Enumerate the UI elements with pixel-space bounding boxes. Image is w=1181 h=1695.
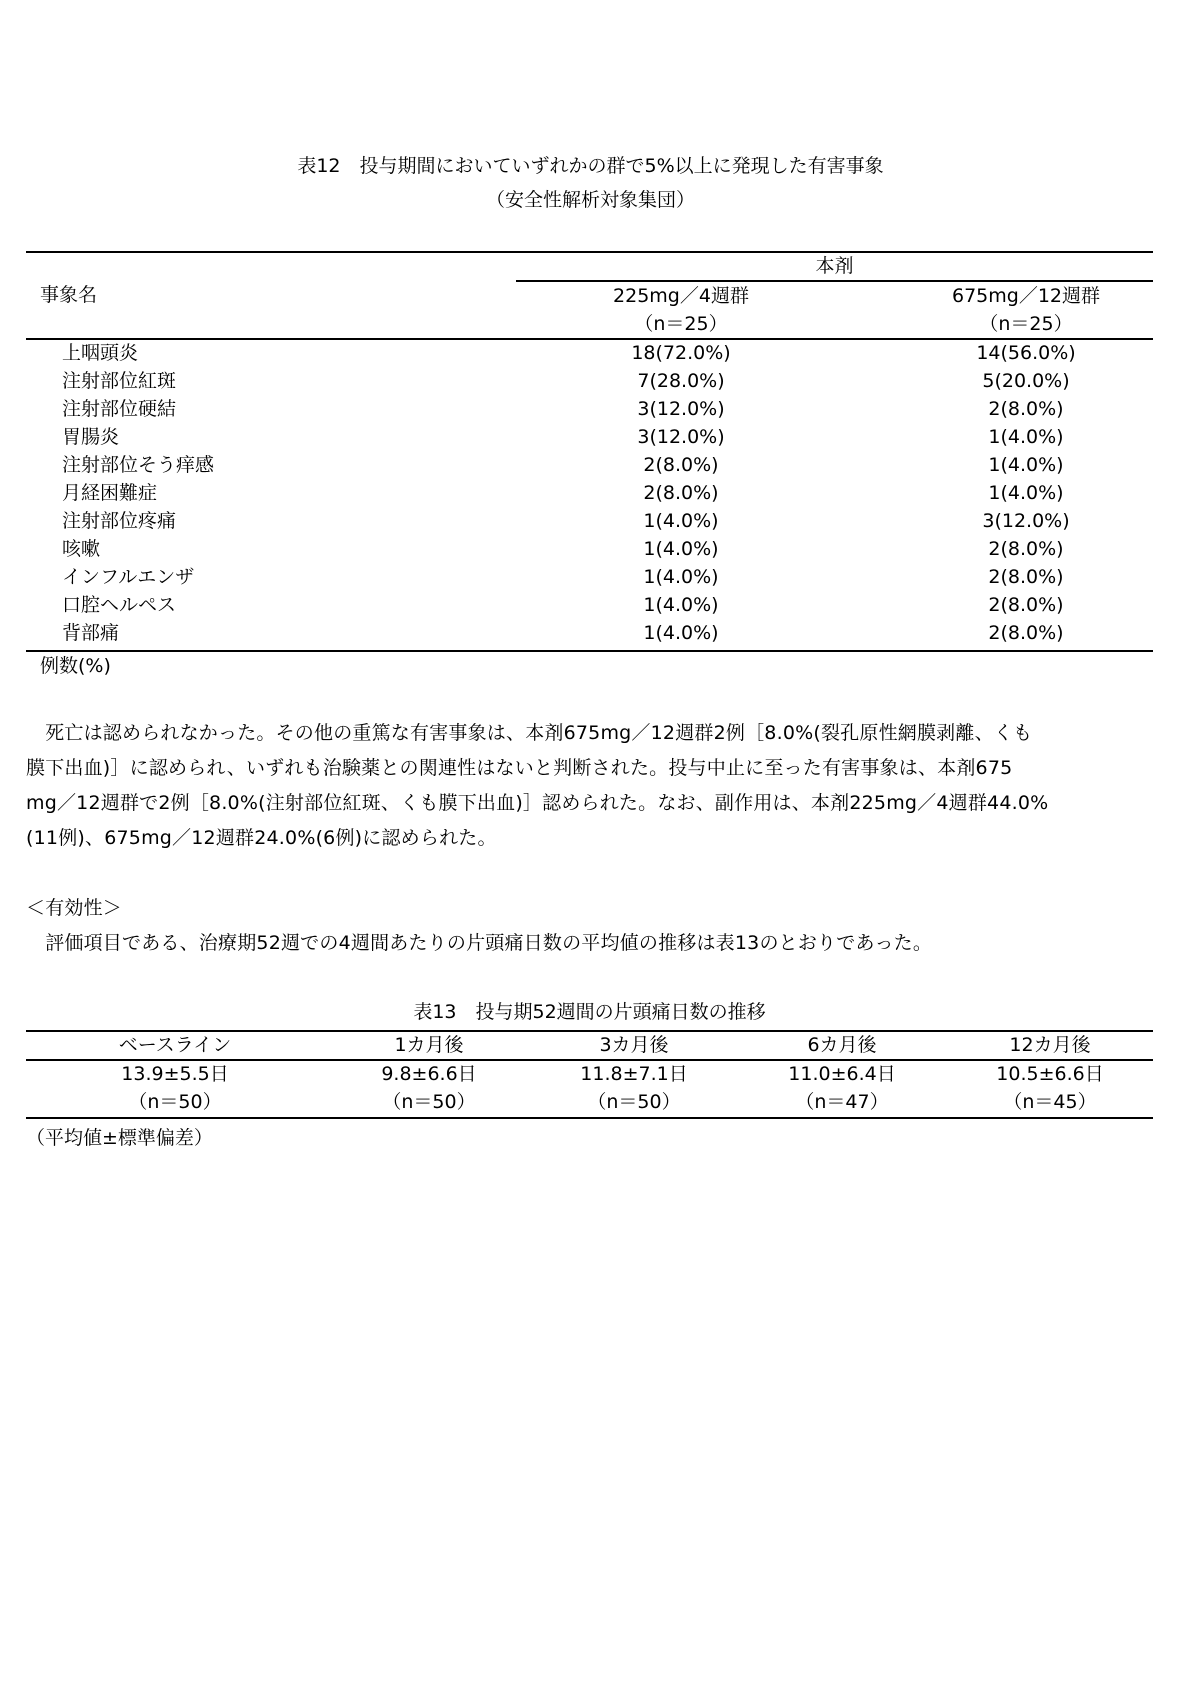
count-225mg: 18(72.0%): [631, 342, 731, 364]
paragraph-line: 膜下出血)］に認められ、いずれも治験薬との関連性はないと判断された。投与中止に至った有害事象は、本剤675: [26, 757, 1013, 779]
table-row: [26, 367, 1153, 395]
table13-header-1m: 1カ月後: [394, 1034, 464, 1056]
table-row: [26, 619, 1153, 647]
event-name: 咳嗽: [62, 538, 101, 560]
event-name: 上咽頭炎: [62, 342, 139, 364]
table12-group-header: 本剤: [815, 255, 854, 277]
count-225mg: 2(8.0%): [643, 454, 719, 476]
table12-col2-header: 675mg／12週群: [951, 285, 1100, 307]
table12-event-name-header: 事象名: [40, 284, 98, 306]
table12-footnote: 例数(%): [40, 655, 111, 677]
efficacy-heading: ＜有効性＞: [26, 897, 123, 919]
count-675mg: 1(4.0%): [988, 482, 1064, 504]
count-225mg: 2(8.0%): [643, 482, 719, 504]
event-name: 月経困難症: [62, 482, 158, 504]
table12-col1-header: 225mg／4週群: [613, 285, 749, 307]
table-row: [26, 507, 1153, 535]
count-225mg: 1(4.0%): [643, 538, 719, 560]
count-225mg: 1(4.0%): [643, 594, 719, 616]
table13-n-12m: （n＝45）: [1003, 1091, 1097, 1113]
table-row: [26, 451, 1153, 479]
table13-value-6m: 11.0±6.4日: [788, 1063, 896, 1085]
event-name: 注射部位硬結: [62, 398, 177, 420]
table12-col1-n: （n＝25）: [634, 313, 728, 335]
paragraph-line: 死亡は認められなかった。その他の重篤な有害事象は、本剤675mg／12週群2例［8.0%(裂孔原性網膜剥離、くも: [26, 722, 1033, 744]
count-675mg: 14(56.0%): [976, 342, 1076, 364]
count-225mg: 3(12.0%): [637, 426, 725, 448]
table13-n-baseline: （n＝50）: [128, 1091, 222, 1113]
table-row: [26, 423, 1153, 451]
table12-subcaption: （安全性解析対象集団）: [485, 189, 695, 211]
count-675mg: 2(8.0%): [988, 566, 1064, 588]
paragraph-line: (11例)、675mg／12週群24.0%(6例)に認められた。: [26, 827, 497, 849]
count-225mg: 1(4.0%): [643, 566, 719, 588]
count-675mg: 1(4.0%): [988, 454, 1064, 476]
event-name: インフルエンザ: [62, 566, 195, 588]
count-675mg: 3(12.0%): [982, 510, 1070, 532]
count-225mg: 3(12.0%): [637, 398, 725, 420]
table13-footnote: （平均値±標準偏差）: [26, 1127, 213, 1149]
table13-n-6m: （n＝47）: [795, 1091, 889, 1113]
table-row: [26, 591, 1153, 619]
event-name: 背部痛: [62, 622, 120, 644]
table13-value-12m: 10.5±6.6日: [996, 1063, 1104, 1085]
table13-n-3m: （n＝50）: [587, 1091, 681, 1113]
paragraph-line: mg／12週群で2例［8.0%(注射部位紅斑、くも膜下出血)］認められた。なお、副作用は、本剤225mg／4週群44.0%: [26, 792, 1049, 814]
table-row: [26, 395, 1153, 423]
table12-col2-n: （n＝25）: [979, 313, 1073, 335]
table12-caption: 表12 投与期間においていずれかの群で5%以上に発現した有害事象: [297, 155, 884, 177]
event-name: 胃腸炎: [62, 426, 120, 448]
table13-value-1m: 9.8±6.6日: [381, 1063, 477, 1085]
count-675mg: 2(8.0%): [988, 398, 1064, 420]
table-row: [26, 563, 1153, 591]
event-name: 注射部位疼痛: [62, 510, 177, 532]
table13-header-12m: 12カ月後: [1009, 1034, 1091, 1056]
count-675mg: 5(20.0%): [982, 370, 1070, 392]
table13-caption: 表13 投与期52週間の片頭痛日数の推移: [413, 1001, 766, 1023]
table-row: [26, 479, 1153, 507]
event-name: 注射部位そう痒感: [62, 454, 215, 476]
efficacy-text: 評価項目である、治療期52週での4週間あたりの片頭痛日数の平均値の推移は表13のとおりであった。: [26, 932, 933, 954]
count-225mg: 1(4.0%): [643, 622, 719, 644]
count-225mg: 1(4.0%): [643, 510, 719, 532]
count-675mg: 2(8.0%): [988, 622, 1064, 644]
table13-value-baseline: 13.9±5.5日: [121, 1063, 229, 1085]
table-row: [26, 339, 1153, 367]
table13-n-1m: （n＝50）: [382, 1091, 476, 1113]
event-name: 注射部位紅斑: [62, 370, 177, 392]
count-225mg: 7(28.0%): [637, 370, 725, 392]
count-675mg: 1(4.0%): [988, 426, 1064, 448]
count-675mg: 2(8.0%): [988, 594, 1064, 616]
table13-bottom-rule: [26, 1117, 1153, 1119]
table13-header-baseline: ベースライン: [118, 1034, 232, 1056]
table13-header-6m: 6カ月後: [807, 1034, 877, 1056]
count-675mg: 2(8.0%): [988, 538, 1064, 560]
table-row: [26, 535, 1153, 563]
event-name: 口腔ヘルペス: [62, 594, 177, 616]
table13-header-3m: 3カ月後: [599, 1034, 669, 1056]
table12-bottom-rule: [26, 650, 1153, 652]
table13-value-3m: 11.8±7.1日: [580, 1063, 688, 1085]
